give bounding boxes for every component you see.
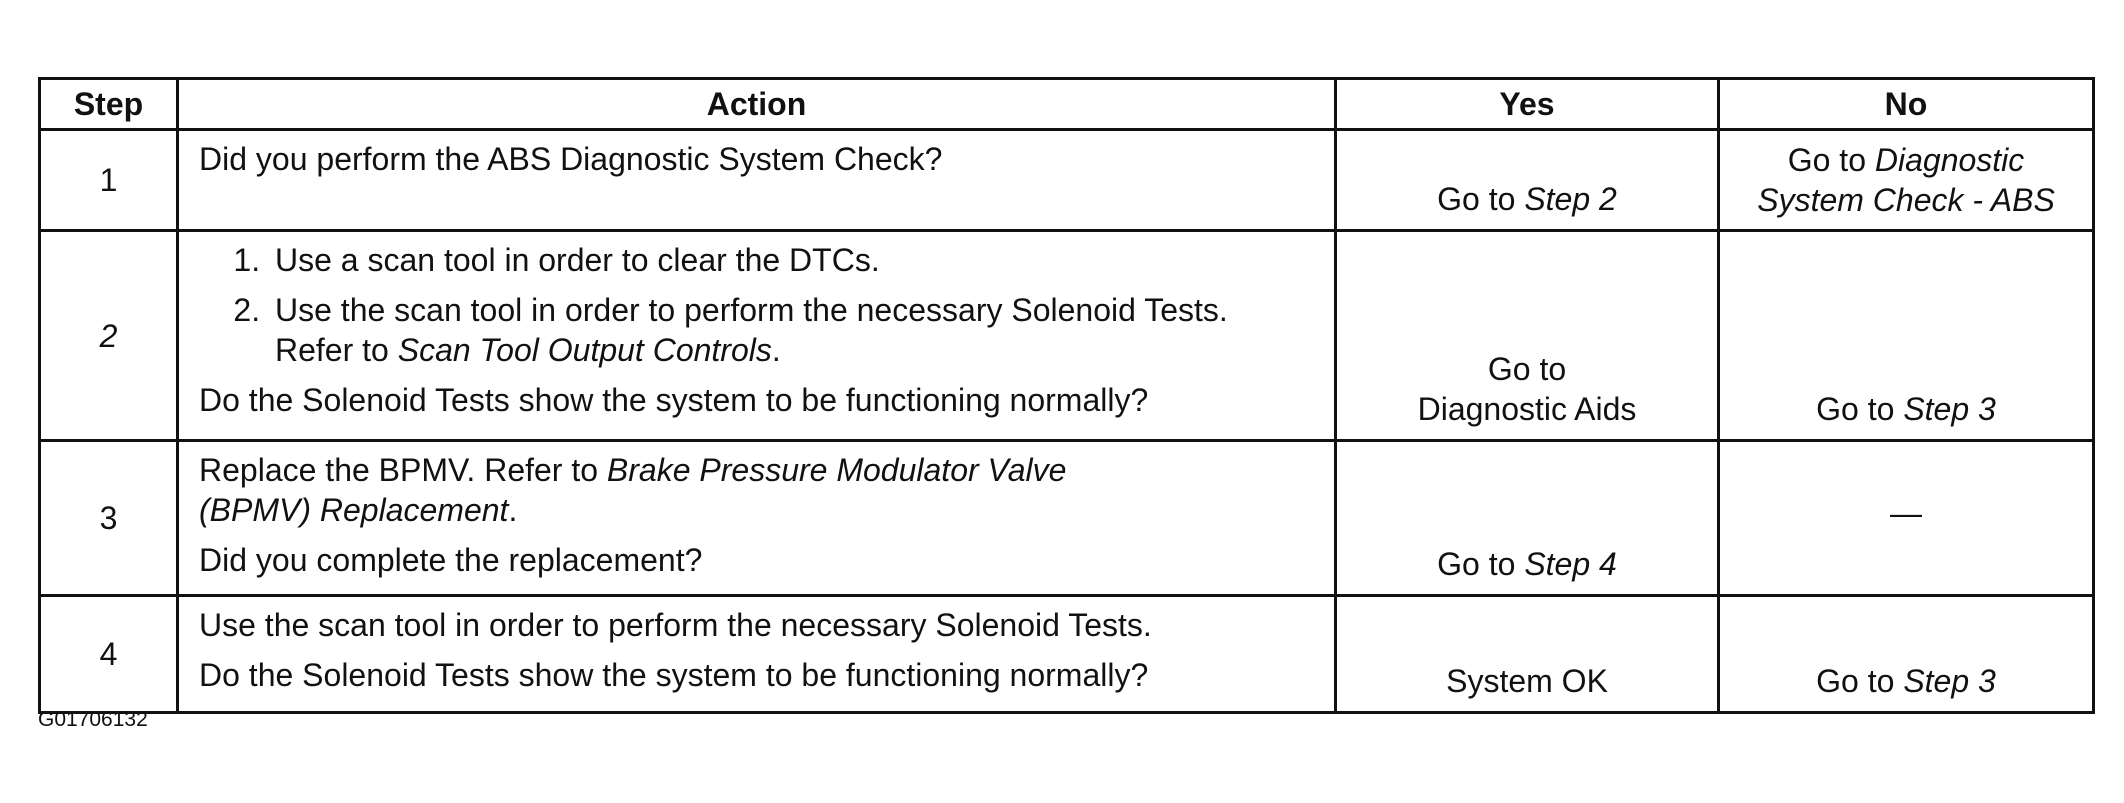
action-ref: Brake Pressure Modulator Valve (BPMV) Replacement: [199, 452, 1067, 528]
yes-cell: System OK: [1336, 596, 1719, 713]
yes-line2: Diagnostic Aids: [1417, 391, 1637, 427]
yes-prefix: Go to: [1437, 546, 1525, 582]
substep: 1. Use a scan tool in order to clear the DTCs.: [269, 240, 1314, 280]
no-ref-line2: System Check - ABS: [1757, 182, 2055, 218]
step-number: 3: [40, 441, 178, 596]
diagnostic-table: [38, 77, 2095, 714]
no-prefix: Go to: [1816, 663, 1904, 699]
action-cell: [178, 231, 1336, 441]
yes-prefix: Go to: [1437, 181, 1525, 217]
action-question: Do the Solenoid Tests show the system to be functioning normally?: [199, 657, 1149, 693]
no-cell: [1719, 130, 2094, 231]
action-cell: [178, 130, 1336, 231]
yes-step-ref: Step 4: [1524, 546, 1617, 582]
yes-cell: [1336, 130, 1719, 231]
yes-step-ref: Step 2: [1524, 181, 1617, 217]
no-cell: —: [1719, 441, 2094, 596]
substep-ref: Scan Tool Output Controls: [397, 332, 772, 368]
table-row: [40, 130, 2094, 231]
header-yes: Yes: [1336, 79, 1719, 130]
action-question: Do the Solenoid Tests show the system to be functioning normally?: [199, 382, 1149, 418]
header-row: [40, 79, 2094, 130]
yes-line1: Go to: [1487, 351, 1567, 387]
no-cell: [1719, 231, 2094, 441]
header-no: No: [1719, 79, 2094, 130]
table-row: [40, 231, 2094, 441]
action-cell: [178, 441, 1336, 596]
action-cell: [178, 596, 1336, 713]
yes-cell: [1336, 231, 1719, 441]
no-step-ref: Step 3: [1903, 391, 1996, 427]
yes-cell: [1336, 441, 1719, 596]
action-question: Did you perform the ABS Diagnostic System Check?: [199, 141, 943, 177]
action-text: Use the scan tool in order to perform the necessary Solenoid Tests.: [199, 607, 1152, 643]
substep: 2. Use the scan tool in order to perform the necessary Solenoid Tests. Refer to Scan Tool Output Controls.: [269, 290, 1314, 370]
table-row: [40, 441, 2094, 596]
step-number: 2: [40, 231, 178, 441]
action-substeps: [199, 240, 1314, 370]
no-step-ref: Step 3: [1903, 663, 1996, 699]
header-step: Step: [40, 79, 178, 130]
step-number: 1: [40, 130, 178, 231]
table-row: [40, 596, 2094, 713]
step-number: 4: [40, 596, 178, 713]
no-ref-line1: Diagnostic: [1874, 142, 2025, 178]
header-action: Action: [178, 79, 1336, 130]
action-text: Replace the BPMV. Refer to Brake Pressure Modulator Valve (BPMV) Replacement.: [199, 452, 1067, 528]
action-question: Did you complete the replacement?: [199, 542, 703, 578]
no-cell: [1719, 596, 2094, 713]
no-prefix: Go to: [1816, 391, 1904, 427]
no-prefix: Go to: [1787, 142, 1875, 178]
figure-code: G01706132: [38, 708, 148, 731]
